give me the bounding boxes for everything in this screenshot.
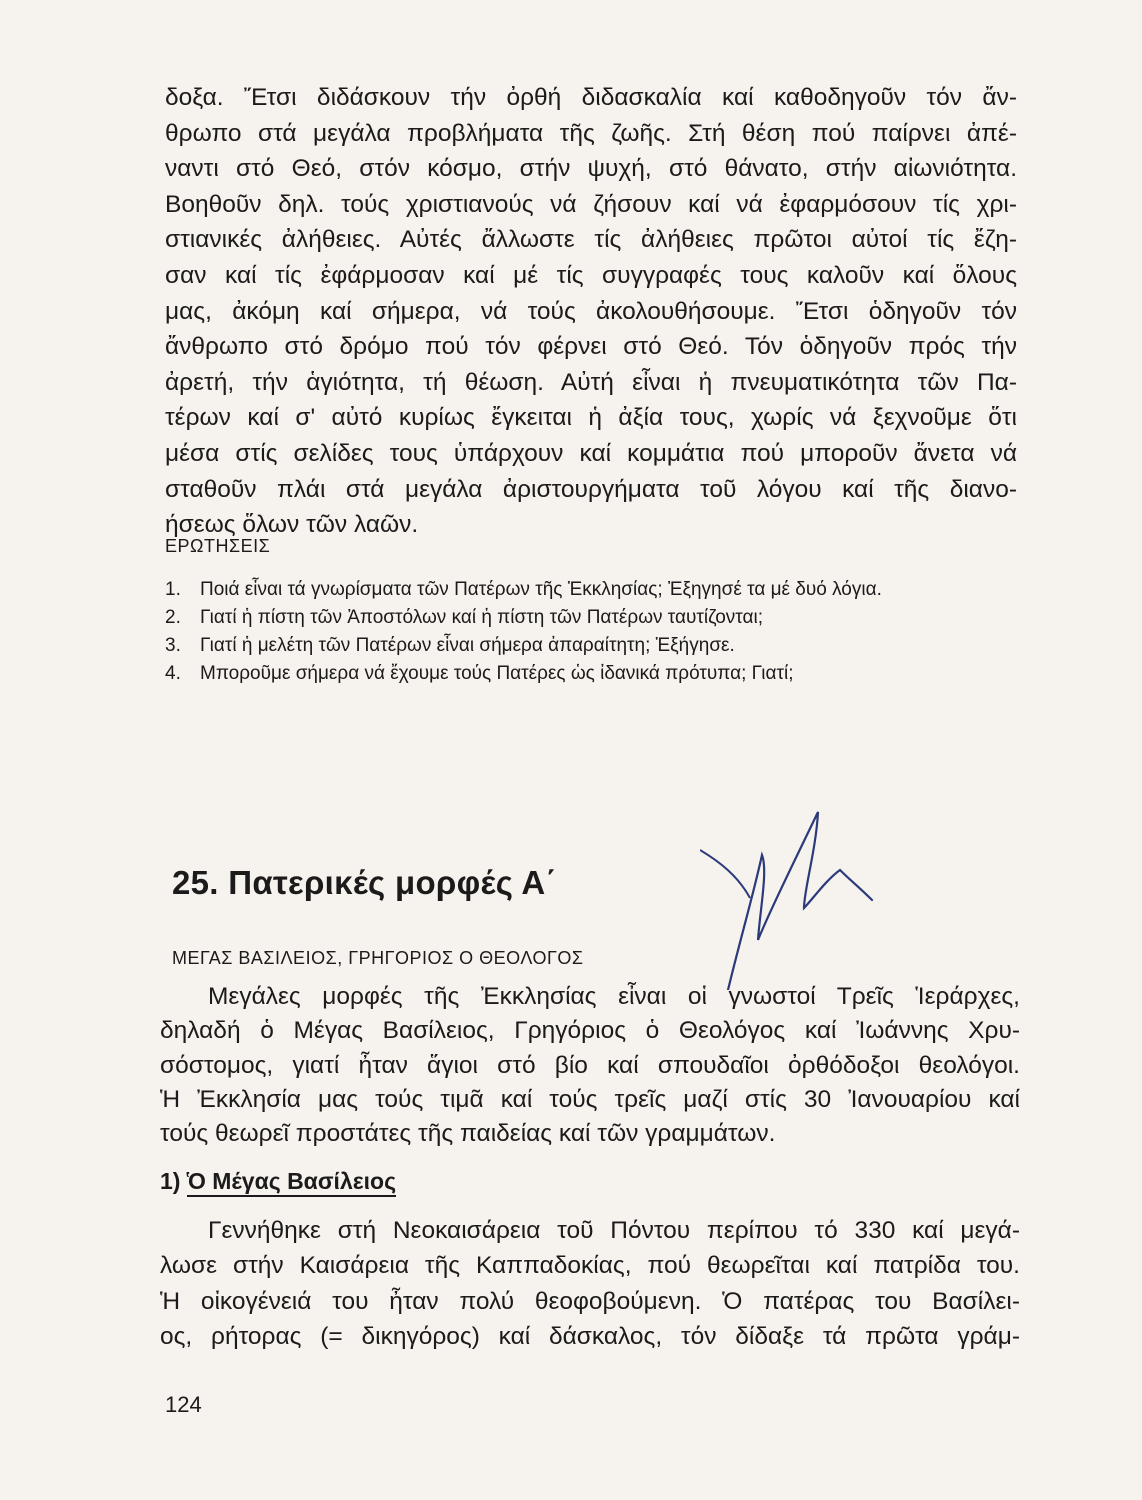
question-number: 1. <box>165 579 181 600</box>
paragraph-line: Μεγάλες μορφές τῆς Ἐκκλησίας εἶναι οἱ γνωστοί Τρεῖς Ἱεράρχες, <box>208 983 1020 1010</box>
section-paragraph <box>160 1213 1020 1354</box>
paragraph-line: σόστομος, γιατί ἦταν ἅγιοι στό βίο καί σπουδαῖοι ὀρθόδοξοι θεολόγοι. <box>160 1051 1020 1079</box>
paragraph-line: δηλαδή ὁ Μέγας Βασίλειος, Γρηγόριος ὁ Θεολόγος καί Ἰωάννης Χρυ- <box>160 1017 1020 1045</box>
section-number: 1) <box>160 1168 181 1194</box>
intro-line: μας, ἀκόμη καί σήμερα, νά τούς ἀκολουθήσουμε. Ἔτσι ὁδηγοῦν τόν <box>165 297 1017 325</box>
paragraph-line: τούς θεωρεῖ προστάτες τῆς παιδείας καί τῶν γραμμάτων. <box>160 1120 776 1148</box>
question-number: 2. <box>165 607 181 628</box>
intro-paragraph <box>165 80 1017 543</box>
question-text: Γιατί ἡ μελέτη τῶν Πατέρων εἶναι σήμερα ἀπαραίτητη; Ἐξήγησε. <box>200 635 735 656</box>
paragraph-line: ος, ρήτορας (= δικηγόρος) καί δάσκαλος, τόν δίδαξε τά πρῶτα γράμ- <box>160 1322 1020 1350</box>
intro-line: σαν καί τίς ἐφάρμοσαν καί μέ τίς συγγραφές τους καλοῦν καί ὅλους <box>165 261 1017 289</box>
question-number: 3. <box>165 635 181 656</box>
intro-line: θρωπο στά μεγάλα προβλήματα τῆς ζωῆς. Στή θέση πού παίρνει ἀπέ- <box>165 119 1017 147</box>
intro-line: ἀρετή, τήν ἁγιότητα, τή θέωση. Αὐτή εἶναι ἡ πνευματικότητα τῶν Πα- <box>165 368 1017 396</box>
question-text: Ποιά εἶναι τά γνωρίσματα τῶν Πατέρων τῆς Ἐκκλησίας; Ἐξηγησέ τα μέ δυό λόγια. <box>200 579 882 600</box>
section-title: Ὁ Μέγας Βασίλειος <box>187 1168 396 1197</box>
chapter-paragraph <box>160 980 1020 1151</box>
paragraph-line: Ἡ οἰκογένειά του ἦταν πολύ θεοφοβούμενη. Ὁ πατέρας του Βασίλει- <box>160 1287 1020 1315</box>
intro-line: τέρων καί σ' αὐτό κυρίως ἔγκειται ἡ ἀξία τους, χωρίς νά ξεχνοῦμε ὅτι <box>165 404 1017 432</box>
chapter-title: 25. Πατερικές μορφές Α΄ <box>172 864 557 901</box>
questions-title: ΕΡΩΤΗΣΕΙΣ <box>165 536 271 556</box>
intro-line: ναντι στό Θεό, στόν κόσμο, στήν ψυχή, στό θάνατο, στήν αἰωνιότητα. <box>165 155 1017 183</box>
intro-line: Βοηθοῦν δηλ. τούς χριστιανούς νά ζήσουν καί νά ἐφαρμόσουν τίς χρι- <box>165 190 1017 218</box>
question-item <box>165 660 1020 688</box>
section-heading <box>160 1168 396 1195</box>
intro-line: ήσεως ὅλων τῶν λαῶν. <box>165 511 419 539</box>
paragraph-line: Ἡ Ἐκκλησία μας τούς τιμᾶ καί τούς τρεῖς μαζί στίς 30 Ἰανουαρίου καί <box>160 1085 1020 1113</box>
intro-line: ἄνθρωπο στό δρόμο πού τόν φέρνει στό Θεό. Τόν ὁδηγοῦν πρός τήν <box>165 333 1017 361</box>
question-item <box>165 604 1020 632</box>
paragraph-line: λωσε στήν Καισάρεια τῆς Καππαδοκίας, πού θεωρεῖται καί πατρίδα του. <box>160 1252 1020 1280</box>
question-text: Μποροῦμε σήμερα νά ἔχουμε τούς Πατέρες ὡς ἰδανικά πρότυπα; Γιατί; <box>200 663 794 684</box>
question-item <box>165 576 1020 604</box>
handwritten-signature <box>700 800 880 990</box>
intro-line: σταθοῦν πλάι στά μεγάλα ἀριστουργήματα τοῦ λόγου καί τῆς διανο- <box>165 475 1017 503</box>
intro-line: μέσα στίς σελίδες τους ὑπάρχουν καί κομμάτια πού μποροῦν ἄνετα νά <box>165 439 1017 467</box>
paragraph-line: Γεννήθηκε στή Νεοκαισάρεια τοῦ Πόντου περίπου τό 330 καί μεγά- <box>208 1217 1020 1244</box>
question-text: Γιατί ἡ πίστη τῶν Ἀποστόλων καί ἡ πίστη τῶν Πατέρων ταυτίζονται; <box>200 607 764 628</box>
chapter-subheading: ΜΕΓΑΣ ΒΑΣΙΛΕΙΟΣ, ΓΡΗΓΟΡΙΟΣ Ο ΘΕΟΛΟΓΟΣ <box>172 948 584 968</box>
question-number: 4. <box>165 663 181 684</box>
questions-list <box>165 576 1020 688</box>
question-item <box>165 632 1020 660</box>
intro-line: δοξα. Ἔτσι διδάσκουν τήν ὀρθή διδασκαλία καί καθοδηγοῦν τόν ἄν- <box>165 84 1017 111</box>
intro-line: στιανικές ἀλήθειες. Αὐτές ἄλλωστε τίς ἀλήθειες πρῶτοι αὐτοί τίς ἔζη- <box>165 226 1017 254</box>
page-number: 124 <box>165 1392 202 1417</box>
